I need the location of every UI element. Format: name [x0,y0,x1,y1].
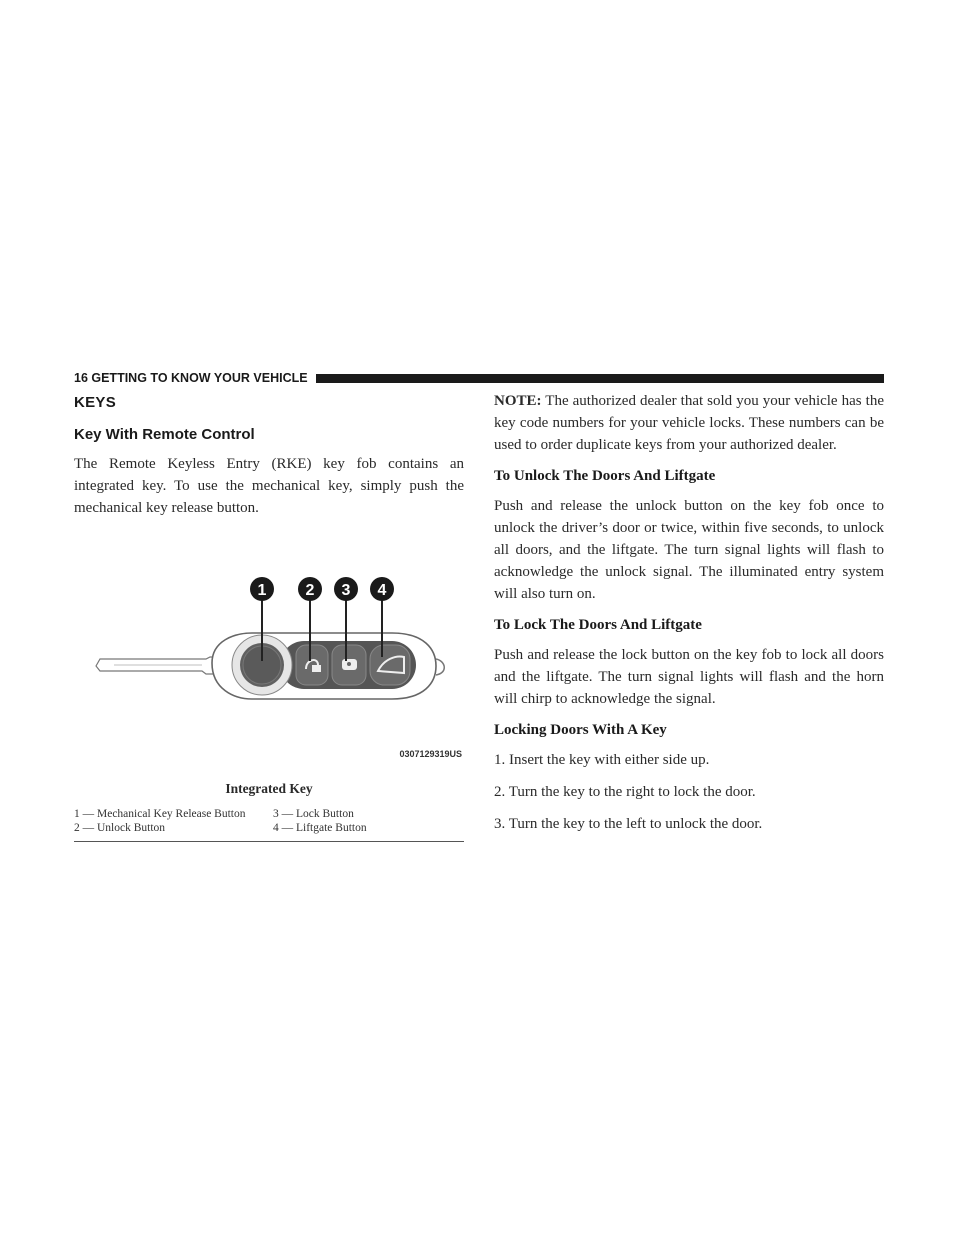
figure-code: 0307129319US [399,749,462,759]
lock-title: To Lock The Doors And Liftgate [494,617,702,633]
step-item: 1. Insert the key with either side up. [494,752,710,768]
callout-4-label: 4 [377,582,387,599]
section-title: KEYS [74,394,117,411]
callout-3-label: 3 [341,582,351,599]
callout-1-label: 1 [257,582,267,599]
page-header-text: 16 GETTING TO KNOW YOUR VEHICLE [74,371,308,385]
intro-paragraph: The Remote Keyless Entry (RKE) key fob contains an integrated key. To use the mechanical key, simply push the mechanical key release button. [74,456,464,516]
step-item: 3. Turn the key to the left to unlock the door. [494,816,763,832]
legend-item: 2 — Unlock Button [74,822,166,834]
unlock-paragraph: Push and release the unlock button on the key fob once to unlock the driver’s door or twice, within five seconds, to unlock all doors, and the liftgate. The turn signal lights will flash to acknowledge the unlock signal. The illuminated entry system will also turn on. [494,498,884,602]
unlock-title: To Unlock The Doors And Liftgate [494,468,716,484]
lock-paragraph: Push and release the lock button on the key fob to lock all doors and the liftgate. The turn signal lights will flash and the horn will chirp to acknowledge the signal. [494,647,884,707]
right-column [494,390,884,835]
callout-3 [334,577,358,601]
key-blade-icon [96,657,224,674]
locking-key-title: Locking Doors With A Key [494,722,667,738]
callout-2 [298,577,322,601]
step-item: 2. Turn the key to the right to lock the door. [494,784,756,800]
callout-2-label: 2 [305,582,315,599]
left-column [74,390,464,842]
note-paragraph [494,390,884,456]
callout-4 [370,577,394,601]
figure-caption: Integrated Key [225,781,313,796]
figure-legend [74,807,464,842]
subsection-title: Key With Remote Control [74,426,255,443]
legend-item: 3 — Lock Button [273,808,354,820]
note-label: NOTE: [494,393,542,409]
header-rule [316,374,884,383]
legend-item: 1 — Mechanical Key Release Button [74,808,246,820]
page-header [74,370,884,386]
key-fob-figure [74,531,464,781]
legend-item: 4 — Liftgate Button [273,822,367,834]
note-text: The authorized dealer that sold you your vehicle has the key code numbers for your vehicle locks. These numbers can be used to order duplicate keys from your authorized dealer. [494,393,884,453]
key-fob-illustration [74,531,464,761]
callout-1 [250,577,274,601]
